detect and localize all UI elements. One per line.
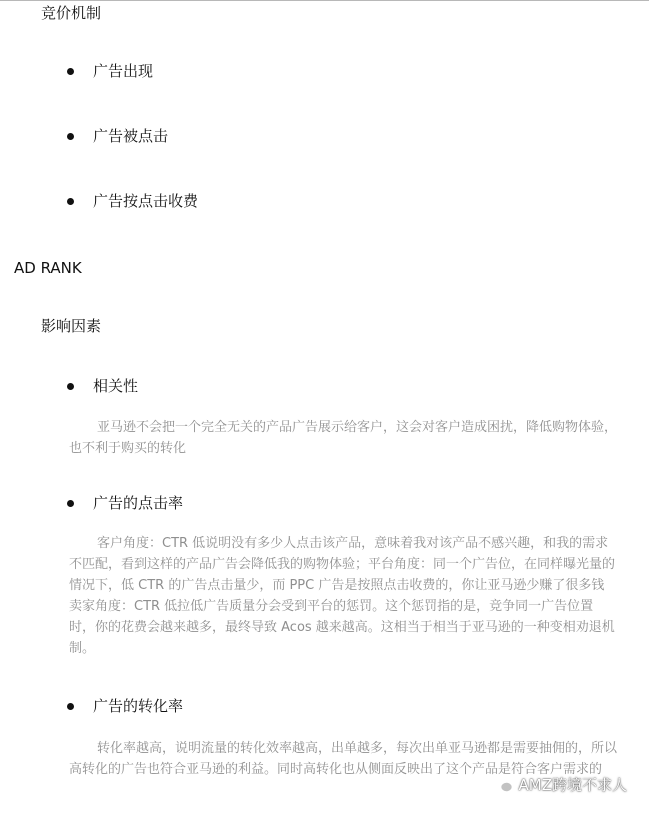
bullet-dot (67, 68, 74, 75)
top-divider (0, 0, 649, 1)
ad-rank-title: AD RANK (14, 259, 82, 277)
wechat-icon (492, 776, 514, 794)
section-title: 竞价机制 (41, 4, 102, 22)
bullet-dot (67, 500, 74, 507)
factor-title: 广告的点击率 (93, 494, 184, 512)
bidding-item: 广告出现 (93, 62, 154, 80)
bullet-dot (67, 133, 74, 140)
bullet-dot (67, 198, 74, 205)
factor-description: 亚马逊不会把一个完全无关的产品广告展示给客户，这会对客户造成困扰，降低购物体验，也不利于购买的转化 (69, 420, 618, 456)
factors-title: 影响因素 (41, 317, 102, 335)
factor-title: 广告的转化率 (93, 697, 184, 715)
factor-title: 相关性 (93, 377, 139, 395)
bidding-item: 广告按点击收费 (93, 192, 199, 210)
factor-description: 客户角度：CTR 低说明没有多少人点击该产品，意味着我对该产品不感兴趣，和我的需求不匹配，看到这样的产品广告会降低我的购物体验；平台角度：同一个广告位，在同样曝光量的情况下，低 CTR 的广告点击量少，而 PPC 广告是按照点击收费的，你让亚马逊少赚了很多钱卖家角度：CTR 低拉低广告质量分会受到平台的惩罚。这个惩罚指的是，竞争同一广告位置时，你的花费会越来越多，最终导致 Acos 越来越高。这相当于相当于亚马逊的一种变相劝退机制。 (69, 536, 616, 656)
factor-description: 转化率越高，说明流量的转化效率越高，出单越多，每次出单亚马逊都是需要抽佣的，所以高转化的广告也符合亚马逊的利益。同时高转化也从侧面反映出了这个产品是符合客户需求的 (69, 741, 618, 777)
bidding-item: 广告被点击 (93, 127, 169, 145)
bullet-dot (67, 383, 74, 390)
bullet-dot (67, 703, 74, 710)
watermark (492, 774, 627, 795)
watermark-text: AMZ跨境不求人 (518, 776, 627, 794)
